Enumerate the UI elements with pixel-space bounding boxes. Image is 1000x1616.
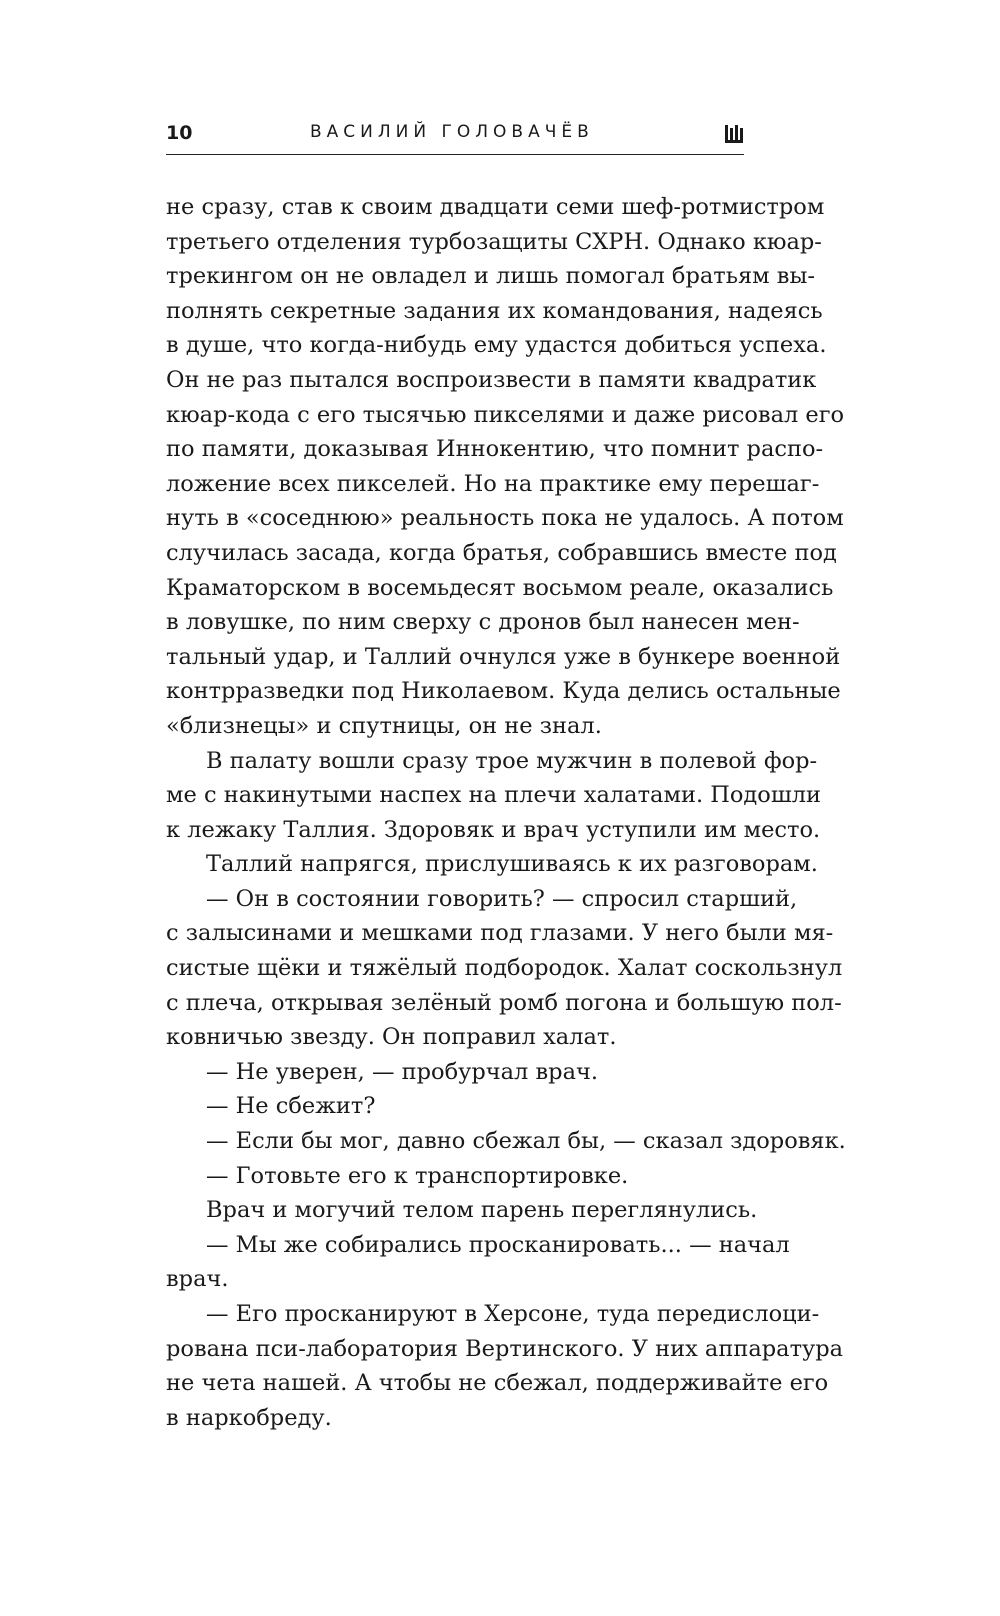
text-line: Краматорском в восемьдесят восьмом реале, оказались: [166, 574, 834, 601]
text-line: трекингом он не овладел и лишь помогал братьям вы-: [166, 263, 815, 290]
text-line: Врач и могучий телом парень переглянулись.: [206, 1197, 758, 1224]
text-line: Таллий напрягся, прислушиваясь к их разговорам.: [206, 851, 818, 878]
text-line: — Не сбежит?: [206, 1093, 376, 1120]
text-line: в душе, что когда-нибудь ему удастся добиться успеха.: [166, 332, 827, 359]
text-line: не сразу, став к своим двадцати семи шеф-ротмистром: [166, 194, 825, 220]
text-line: третьего отделения турбозащиты СХРН. Однако кюар-: [166, 228, 822, 255]
text-line: «близнецы» и спутницы, он не знал.: [166, 712, 602, 739]
author-name: ВАСИЛИЙ ГОЛОВАЧЁВ: [310, 122, 594, 142]
text-line: случилась засада, когда братья, собравшись вместе под: [166, 539, 837, 566]
text-line: полнять секретные задания их командования, надеясь: [166, 297, 823, 324]
text-line: систые щёки и тяжёлый подбородок. Халат соскользнул: [166, 955, 843, 982]
text-line: ложение всех пикселей. Но на практике ему перешаг-: [166, 470, 820, 497]
text-line: Он не раз пытался воспроизвести в памяти квадратик: [166, 366, 817, 393]
text-line: врач.: [166, 1266, 229, 1293]
text-line: с залысинами и мешками под глазами. У него были мя-: [166, 920, 834, 947]
text-line: в ловушке, по ним сверху с дронов был нанесен мен-: [166, 609, 800, 636]
text-line: — Он в состоянии говорить? — спросил старший,: [206, 885, 798, 912]
text-line: по памяти, доказывая Иннокентию, что помнит распо-: [166, 436, 824, 463]
text-line: — Готовьте его к транспортировке.: [206, 1162, 629, 1189]
text-line: контрразведки под Николаевом. Куда делись остальные: [166, 678, 841, 705]
text-line: В палату вошли сразу трое мужчин в полевой фор-: [206, 747, 818, 774]
text-line: — Его просканируют в Херсоне, туда передислоци-: [206, 1301, 820, 1327]
text-line: ковничью звезду. Он поправил халат.: [166, 1024, 617, 1051]
text-line: нуть в «соседнюю» реальность пока не удалось. А потом: [166, 505, 844, 532]
text-line: рована пси-лаборатория Вертинского. У них аппаратура: [166, 1335, 844, 1362]
text-line: тальный удар, и Таллий очнулся уже в бункере военной: [166, 643, 841, 670]
text-line: ме с накинутыми наспех на плечи халатами. Подошли: [166, 782, 822, 809]
text-line: — Мы же собирались просканировать... — начал: [206, 1231, 790, 1258]
publisher-logo-icon: [724, 124, 744, 144]
text-line: не чета нашей. А чтобы не сбежал, поддерживайте его: [166, 1370, 829, 1397]
text-line: — Не уверен, — пробурчал врач.: [206, 1058, 599, 1085]
text-line: с плеча, открывая зелёный ромб погона и большую пол-: [166, 989, 842, 1016]
text-line: в наркобреду.: [166, 1404, 332, 1431]
running-header: [166, 118, 744, 155]
text-line: — Если бы мог, давно сбежал бы, — сказал здоровяк.: [206, 1128, 846, 1155]
body-text: [166, 190, 846, 1435]
page-number: 10: [166, 122, 193, 144]
text-line: кюар-кода с его тысячью пикселями и даже рисовал его: [166, 401, 845, 428]
text-line: к лежаку Таллия. Здоровяк и врач уступили им место.: [166, 816, 821, 843]
